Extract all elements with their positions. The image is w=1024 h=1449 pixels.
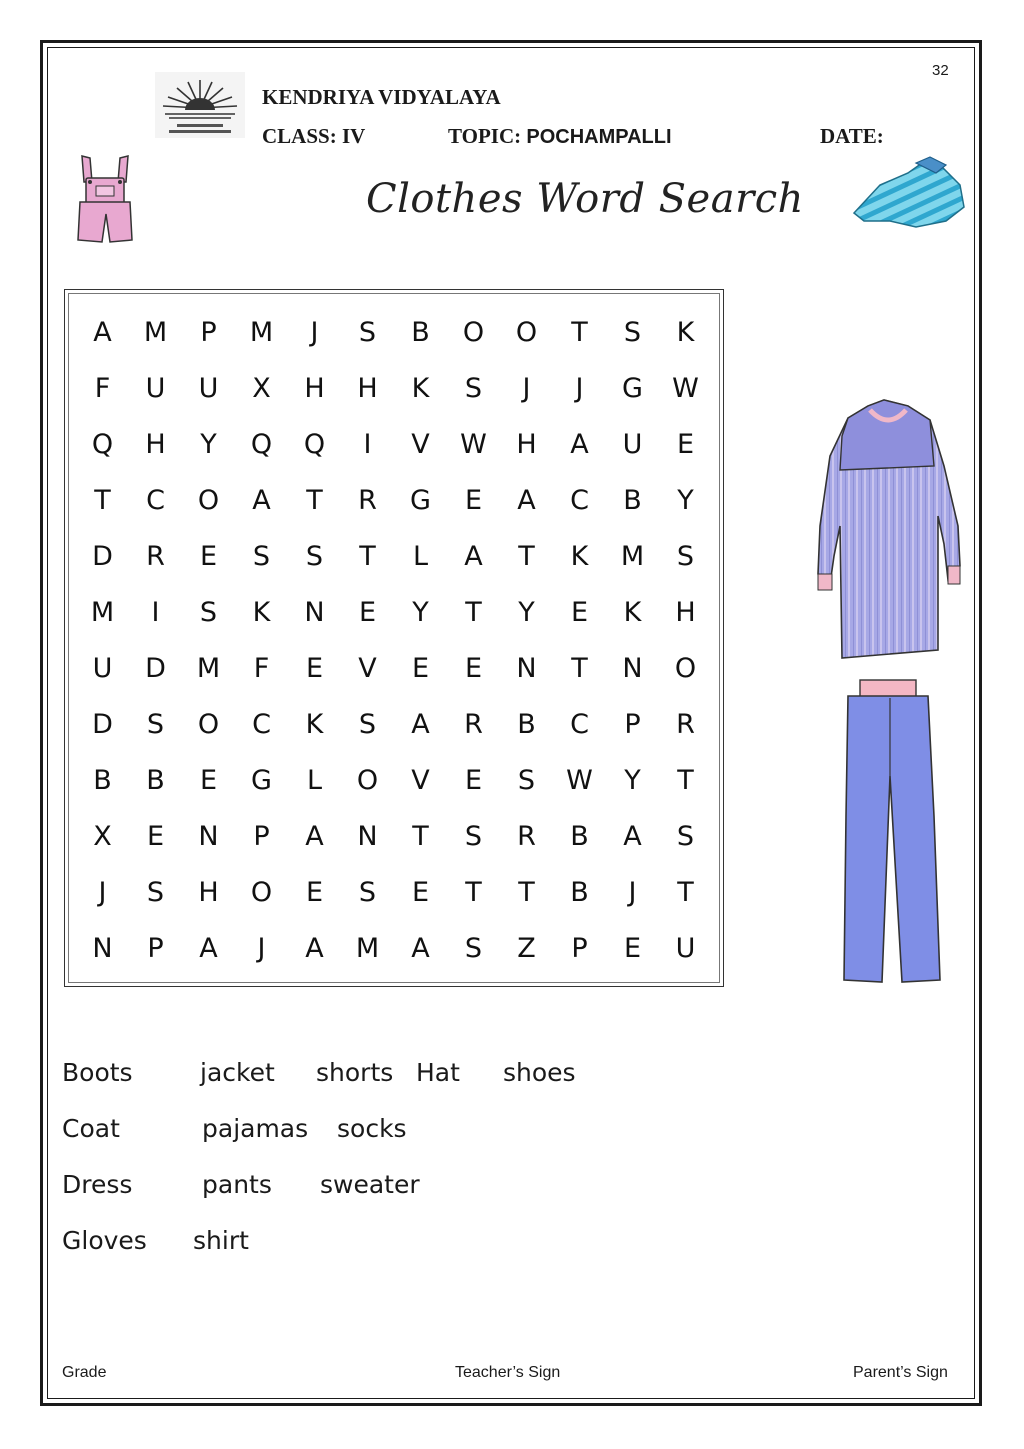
word-list-item: pajamas <box>202 1114 309 1143</box>
grid-letter: P <box>200 316 217 348</box>
grid-letter: S <box>146 708 165 740</box>
grid-letter: A <box>93 316 112 348</box>
topic-value: POCHAMPALLI <box>526 126 672 148</box>
grid-letter: V <box>411 428 430 460</box>
grid-letter: N <box>622 652 643 684</box>
grid-letter: M <box>90 596 115 628</box>
grid-letter: K <box>623 596 642 628</box>
grid-letter: U <box>675 932 696 964</box>
outfit-illustration <box>808 396 968 986</box>
grid-letter: P <box>624 708 641 740</box>
grid-letter: O <box>515 316 538 348</box>
class-label: CLASS: IV <box>262 124 366 148</box>
grid-letter: T <box>412 820 429 852</box>
grid-letter: A <box>623 820 642 852</box>
word-list-item: socks <box>337 1114 407 1143</box>
word-list <box>62 1058 682 1282</box>
grid-letter: T <box>94 484 111 516</box>
grid-letter: K <box>676 316 695 348</box>
grid-letter: B <box>570 820 589 852</box>
grid-letter: N <box>516 652 537 684</box>
grid-letter: O <box>250 876 273 908</box>
grid-letter: S <box>464 932 483 964</box>
grid-letter: K <box>305 708 324 740</box>
striped-shirt-illustration <box>850 155 968 235</box>
grid-letter: M <box>196 652 221 684</box>
teacher-sign-label: Teacher’s Sign <box>455 1364 561 1381</box>
grid-letter: X <box>252 372 271 404</box>
word-list-item: shorts <box>316 1058 394 1087</box>
grid-letter: E <box>199 540 218 572</box>
page-number: 32 <box>932 62 949 79</box>
grade-label: Grade <box>62 1364 107 1381</box>
grid-letter: G <box>251 764 272 796</box>
grid-letter: T <box>677 764 694 796</box>
grid-letter: B <box>623 484 642 516</box>
grid-letter: E <box>464 652 483 684</box>
grid-letter: T <box>571 316 588 348</box>
grid-letter: W <box>672 372 699 404</box>
grid-letter: E <box>411 876 430 908</box>
school-logo <box>155 72 245 138</box>
grid-letter: T <box>571 652 588 684</box>
word-list-item: jacket <box>200 1058 275 1087</box>
grid-letter: J <box>628 876 637 908</box>
grid-letter: Y <box>677 484 694 516</box>
grid-letter: S <box>358 876 377 908</box>
grid-letter: K <box>411 372 430 404</box>
grid-letter: C <box>570 484 589 516</box>
overalls-illustration <box>70 152 140 248</box>
grid-letter: S <box>464 372 483 404</box>
grid-letter: U <box>198 372 219 404</box>
grid-letter: S <box>252 540 271 572</box>
grid-letter: R <box>676 708 695 740</box>
grid-letter: P <box>253 820 270 852</box>
grid-letter: I <box>151 596 160 628</box>
grid-letter: A <box>517 484 536 516</box>
grid-letter: O <box>356 764 379 796</box>
grid-letter: B <box>570 876 589 908</box>
grid-letter: M <box>143 316 168 348</box>
grid-letter: S <box>676 820 695 852</box>
grid-letter: C <box>570 708 589 740</box>
worksheet-title: Clothes Word Search <box>366 176 804 222</box>
word-list-item: sweater <box>320 1170 420 1199</box>
grid-letter: H <box>675 596 696 628</box>
grid-letter: S <box>358 708 377 740</box>
word-list-item: Dress <box>62 1170 133 1199</box>
grid-letter: C <box>146 484 165 516</box>
grid-letter: M <box>355 932 380 964</box>
grid-letter: Q <box>250 428 273 460</box>
topic-prefix: TOPIC: <box>448 124 527 148</box>
grid-letter: O <box>674 652 697 684</box>
grid-letter: B <box>93 764 112 796</box>
grid-letter: S <box>358 316 377 348</box>
grid-letter: R <box>464 708 483 740</box>
grid-letter: D <box>145 652 166 684</box>
grid-letter: S <box>199 596 218 628</box>
grid-letter: B <box>411 316 430 348</box>
grid-letter: V <box>358 652 377 684</box>
grid-letter: H <box>145 428 166 460</box>
grid-letter: E <box>305 652 324 684</box>
grid-letter: V <box>411 764 430 796</box>
date-label: DATE: <box>820 124 884 148</box>
grid-letter: Y <box>200 428 217 460</box>
grid-letter: P <box>147 932 164 964</box>
grid-letter: S <box>305 540 324 572</box>
word-list-row <box>62 1226 682 1282</box>
grid-letter: E <box>623 932 642 964</box>
grid-letter: Q <box>303 428 326 460</box>
grid-letter: N <box>92 932 113 964</box>
grid-letter: B <box>146 764 165 796</box>
grid-letter: J <box>310 316 319 348</box>
word-list-row <box>62 1170 682 1226</box>
word-list-item: Hat <box>416 1058 460 1087</box>
grid-letter: N <box>304 596 325 628</box>
grid-letter: Y <box>518 596 535 628</box>
grid-letter: T <box>518 876 535 908</box>
grid-letter: X <box>93 820 112 852</box>
grid-letter: F <box>253 652 270 684</box>
parent-sign-label: Parent’s Sign <box>853 1364 948 1381</box>
grid-letter: T <box>518 540 535 572</box>
grid-letter: K <box>570 540 589 572</box>
word-list-item: Gloves <box>62 1226 147 1255</box>
word-search-grid <box>76 304 712 976</box>
grid-letter: D <box>92 708 113 740</box>
grid-letter: J <box>257 932 266 964</box>
grid-letter: N <box>198 820 219 852</box>
grid-letter: M <box>249 316 274 348</box>
grid-letter: G <box>410 484 431 516</box>
grid-letter: A <box>252 484 271 516</box>
grid-letter: U <box>622 428 643 460</box>
grid-letter: O <box>197 708 220 740</box>
grid-letter: T <box>677 876 694 908</box>
grid-letter: W <box>460 428 487 460</box>
grid-letter: T <box>359 540 376 572</box>
grid-letter: A <box>411 932 430 964</box>
grid-letter: U <box>92 652 113 684</box>
grid-letter: H <box>516 428 537 460</box>
grid-letter: R <box>517 820 536 852</box>
grid-letter: F <box>94 372 111 404</box>
grid-letter: T <box>465 876 482 908</box>
word-list-item: Boots <box>62 1058 133 1087</box>
grid-letter: S <box>146 876 165 908</box>
grid-letter: A <box>464 540 483 572</box>
topic-label <box>448 124 672 149</box>
grid-letter: E <box>358 596 377 628</box>
grid-letter: S <box>676 540 695 572</box>
grid-letter: E <box>464 484 483 516</box>
word-list-row <box>62 1058 682 1114</box>
grid-letter: E <box>199 764 218 796</box>
grid-letter: P <box>571 932 588 964</box>
grid-letter: H <box>357 372 378 404</box>
grid-letter: R <box>358 484 377 516</box>
grid-letter: U <box>145 372 166 404</box>
grid-letter: Q <box>91 428 114 460</box>
grid-letter: O <box>197 484 220 516</box>
grid-letter: J <box>575 372 584 404</box>
grid-letter: W <box>566 764 593 796</box>
grid-letter: R <box>146 540 165 572</box>
grid-letter: S <box>464 820 483 852</box>
grid-letter: N <box>357 820 378 852</box>
grid-letter: S <box>623 316 642 348</box>
grid-letter: L <box>412 540 429 572</box>
grid-letter: G <box>622 372 643 404</box>
grid-letter: B <box>517 708 536 740</box>
grid-letter: T <box>465 596 482 628</box>
grid-letter: E <box>464 764 483 796</box>
grid-letter: E <box>570 596 589 628</box>
grid-letter: A <box>199 932 218 964</box>
grid-letter: J <box>98 876 107 908</box>
grid-letter: A <box>411 708 430 740</box>
grid-letter: J <box>522 372 531 404</box>
grid-letter: T <box>306 484 323 516</box>
grid-letter: I <box>363 428 372 460</box>
grid-letter: A <box>570 428 589 460</box>
grid-letter: A <box>305 932 324 964</box>
grid-letter: A <box>305 820 324 852</box>
grid-letter: O <box>462 316 485 348</box>
school-name: KENDRIYA VIDYALAYA <box>262 85 501 109</box>
grid-letter: E <box>411 652 430 684</box>
word-list-item: Coat <box>62 1114 120 1143</box>
grid-letter: E <box>676 428 695 460</box>
grid-letter: C <box>252 708 271 740</box>
grid-letter: Z <box>517 932 536 964</box>
grid-letter: H <box>198 876 219 908</box>
word-list-row <box>62 1114 682 1170</box>
grid-letter: M <box>620 540 645 572</box>
grid-letter: K <box>252 596 271 628</box>
grid-letter: Y <box>412 596 429 628</box>
word-list-item: shirt <box>193 1226 249 1255</box>
grid-letter: H <box>304 372 325 404</box>
word-list-item: pants <box>202 1170 272 1199</box>
grid-letter: E <box>146 820 165 852</box>
word-list-item: shoes <box>503 1058 576 1087</box>
grid-letter: D <box>92 540 113 572</box>
grid-letter: L <box>306 764 323 796</box>
grid-letter: E <box>305 876 324 908</box>
grid-letter: Y <box>624 764 641 796</box>
grid-letter: S <box>517 764 536 796</box>
